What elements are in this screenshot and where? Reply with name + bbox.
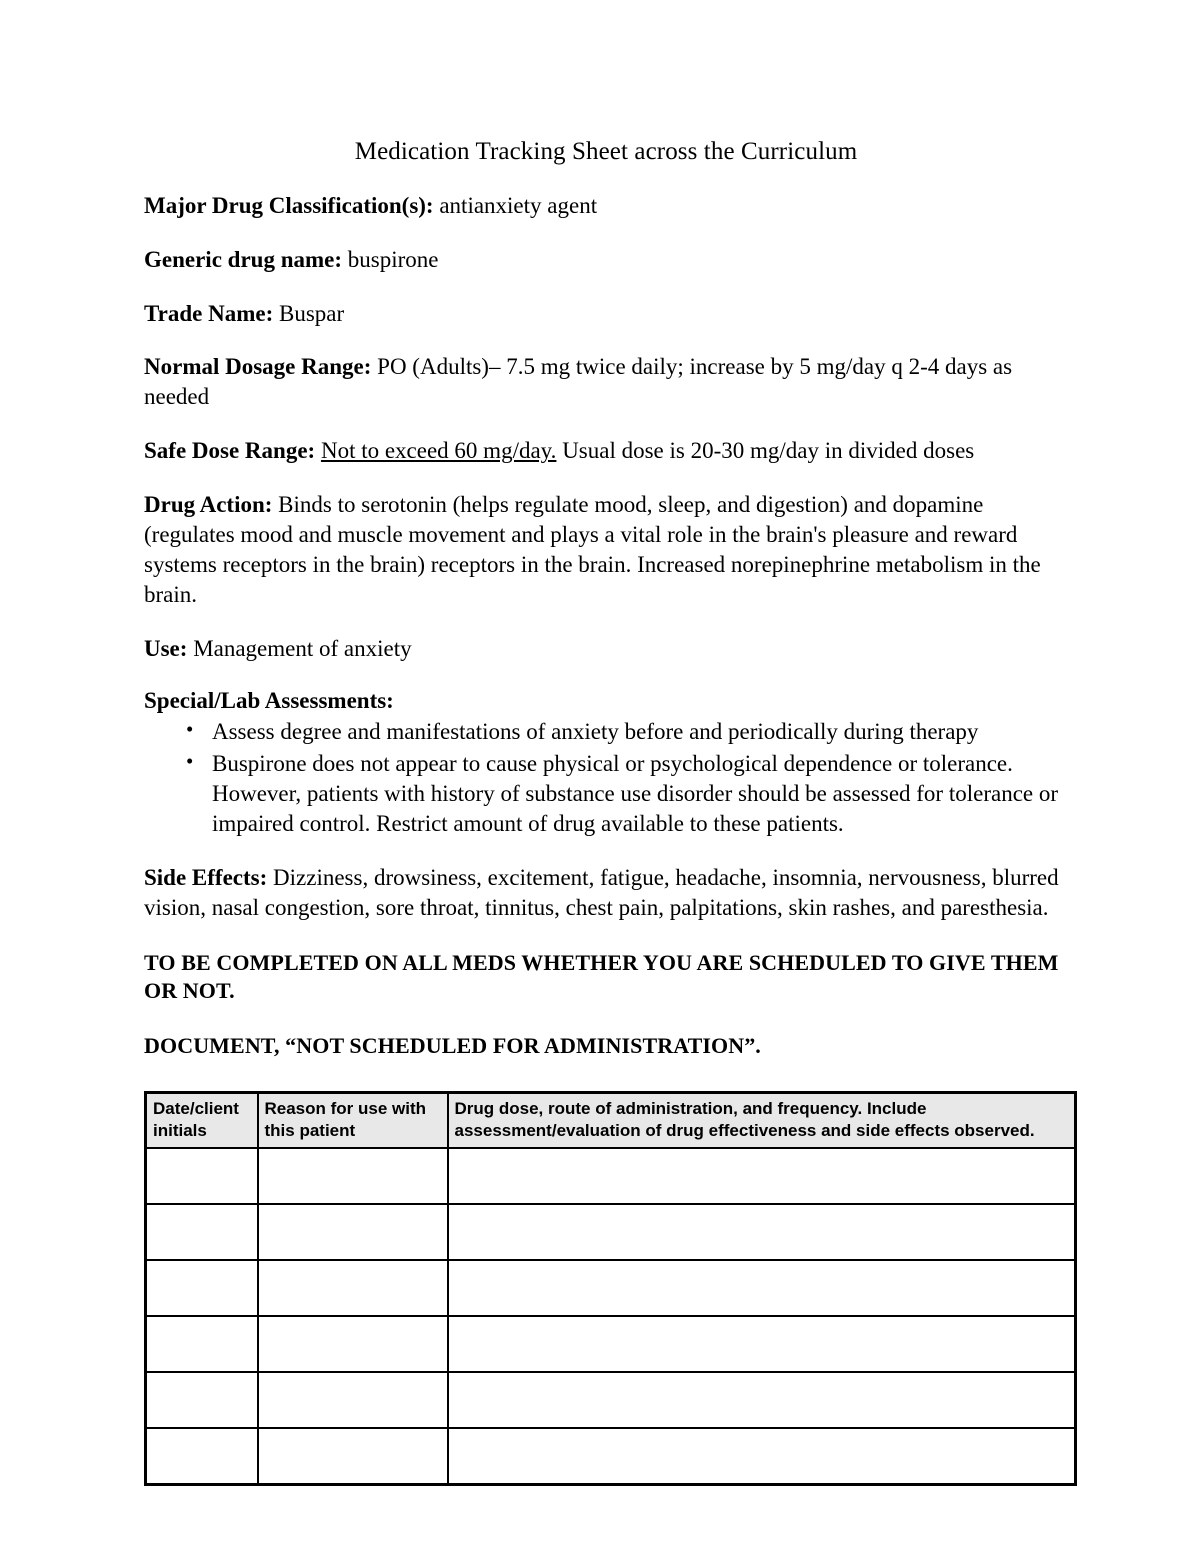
cell-reason-for-use[interactable]	[258, 1148, 448, 1204]
field-label: Side Effects:	[144, 865, 268, 890]
cell-drug-dose-assessment[interactable]	[448, 1204, 1076, 1260]
field-use	[144, 634, 1068, 664]
field-major-drug-classification	[144, 191, 1068, 221]
field-drug-action	[144, 490, 1068, 610]
assessments-heading	[144, 686, 1068, 716]
column-header-reason-for-use: Reason for use with this patient	[258, 1092, 448, 1148]
cell-drug-dose-assessment[interactable]	[448, 1428, 1076, 1485]
cell-drug-dose-assessment[interactable]	[448, 1316, 1076, 1372]
field-label: Use:	[144, 635, 188, 661]
field-value: PO (Adults)– 7.5 mg twice daily; increase by 5 mg/day q 2-4 days as needed	[144, 354, 1013, 410]
cell-date-client-initials[interactable]	[146, 1428, 258, 1485]
notice-complete-all-meds: TO BE COMPLETED ON ALL MEDS WHETHER YOU ARE SCHEDULED TO GIVE THEM OR NOT.	[144, 949, 1059, 1004]
field-label: Safe Dose Range:	[144, 438, 316, 464]
field-value: Management of anxiety	[193, 635, 412, 661]
field-value-rest: Usual dose is 20-30 mg/day in divided doses	[556, 438, 975, 464]
field-normal-dosage-range	[144, 352, 1068, 412]
page-title: Medication Tracking Sheet across the Curriculum	[354, 138, 858, 165]
field-value: Binds to serotonin (helps regulate mood, sleep, and digestion) and dopamine (regulates mood and muscle movement and plays a vital role in the brain's pleasure and reward systems receptors in the brain) receptors in the brain. Increased norepinephrine metabolism in the brain.	[144, 492, 1041, 607]
notice-document-not-scheduled: DOCUMENT, “NOT SCHEDULED FOR ADMINISTRATION”.	[144, 1032, 761, 1058]
table-row[interactable]	[146, 1316, 1076, 1372]
cell-reason-for-use[interactable]	[258, 1316, 448, 1372]
column-header-drug-dose-assessment: Drug dose, route of administration, and frequency. Include assessment/evaluation of drug effectiveness and side effects observed.	[448, 1092, 1076, 1148]
field-value: antianxiety agent	[439, 192, 598, 218]
field-label: Trade Name:	[144, 300, 274, 326]
table-row[interactable]	[146, 1148, 1076, 1204]
field-value: buspirone	[347, 246, 439, 272]
cell-date-client-initials[interactable]	[146, 1204, 258, 1260]
cell-reason-for-use[interactable]	[258, 1372, 448, 1428]
table-body	[146, 1148, 1076, 1485]
table-header-row	[146, 1092, 1076, 1148]
table-row[interactable]	[146, 1428, 1076, 1485]
list-item: • Buspirone does not appear to cause physical or psychological dependence or tolerance. However, patients with history of substance use disorder should be assessed for tolerance or impaired control. Restrict amount of drug available to these patients.	[144, 749, 1068, 839]
field-trade-name	[144, 299, 1068, 329]
field-value-underlined: Not to exceed 60 mg/day.	[320, 438, 557, 464]
cell-reason-for-use[interactable]	[258, 1204, 448, 1260]
cell-reason-for-use[interactable]	[258, 1428, 448, 1485]
cell-drug-dose-assessment[interactable]	[448, 1372, 1076, 1428]
cell-date-client-initials[interactable]	[146, 1260, 258, 1316]
field-side-effects	[144, 863, 1068, 923]
cell-date-client-initials[interactable]	[146, 1148, 258, 1204]
cell-date-client-initials[interactable]	[146, 1372, 258, 1428]
field-label: Normal Dosage Range:	[144, 354, 372, 380]
cell-reason-for-use[interactable]	[258, 1260, 448, 1316]
medication-tracking-table	[144, 1091, 1077, 1486]
cell-drug-dose-assessment[interactable]	[448, 1148, 1076, 1204]
list-item: • Assess degree and manifestations of anxiety before and periodically during therapy	[144, 717, 1068, 747]
table-row[interactable]	[146, 1204, 1076, 1260]
field-label: Generic drug name:	[144, 246, 343, 272]
cell-drug-dose-assessment[interactable]	[448, 1260, 1076, 1316]
table-row[interactable]	[146, 1372, 1076, 1428]
cell-date-client-initials[interactable]	[146, 1316, 258, 1372]
field-value: Buspar	[278, 300, 345, 326]
column-header-date-client-initials: Date/client initials	[146, 1092, 258, 1148]
field-safe-dose-range	[144, 436, 1068, 466]
field-value: Dizziness, drowsiness, excitement, fatigue, headache, insomnia, nervousness, blurred vision, nasal congestion, sore throat, tinnitus, chest pain, palpitations, skin rashes, and paresthesia.	[144, 865, 1059, 920]
field-label: Major Drug Classification(s):	[144, 192, 434, 218]
assessments-label: Special/Lab Assessments:	[144, 687, 394, 713]
field-generic-drug-name	[144, 245, 1068, 275]
assessments-list	[144, 717, 1068, 839]
table-row[interactable]	[146, 1260, 1076, 1316]
table-header	[146, 1092, 1076, 1148]
field-label: Drug Action:	[144, 492, 273, 518]
